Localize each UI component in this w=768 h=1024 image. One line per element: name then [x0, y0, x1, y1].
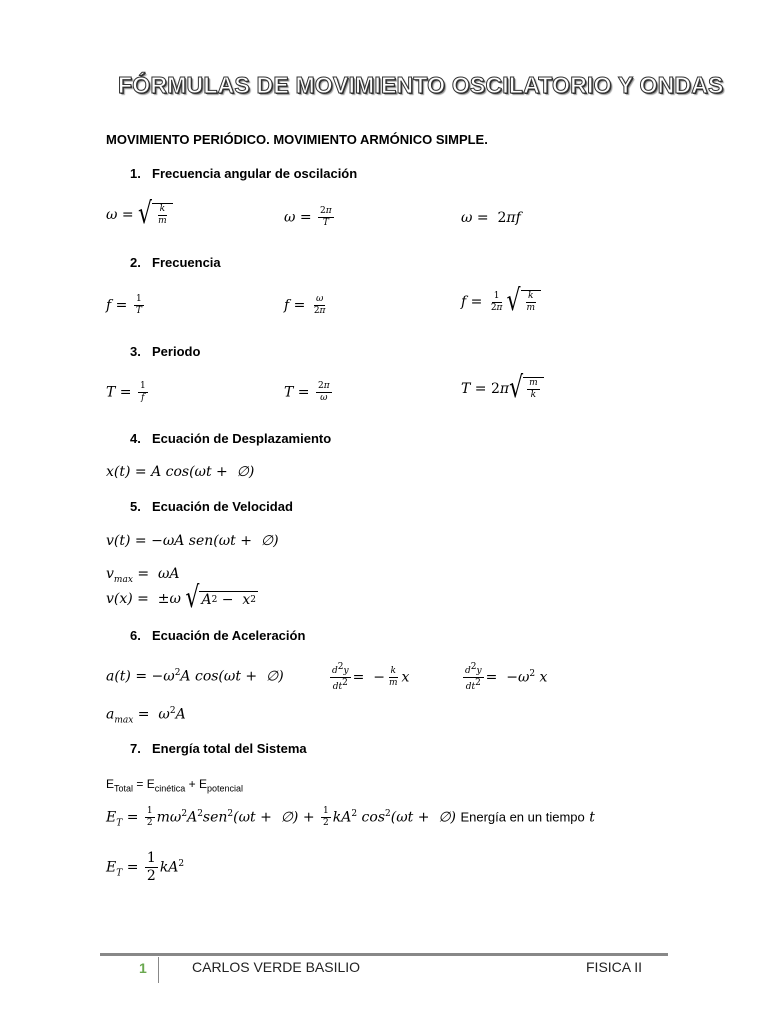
formula-omega-freq: ω = 2πf — [461, 210, 521, 226]
formula-d2y-k-m: $\frac{d^2y}{dt^2}$ = − $\frac{k}{m}$ x — [332, 662, 410, 692]
section-6-title — [130, 628, 305, 643]
section-label: Ecuación de Velocidad — [152, 499, 293, 514]
formula-acceleration: $a(t) = -\omega^2A$ cos(ωt + ∅) — [106, 668, 284, 685]
section-number: 1. — [130, 166, 141, 181]
section-label: Frecuencia — [152, 255, 221, 270]
section-7-title — [130, 741, 307, 756]
section-number: 3. — [130, 344, 141, 359]
formula-displacement: x(t) = A cos(ωt + ∅) — [106, 464, 255, 480]
energy-total-definition: $E_{Total} = E_{cinética} + E_{potencial}$ — [106, 777, 243, 794]
formula-energy-time: $E_T$ = $\frac{1}{2}$ $m\omega^2A^2sen^2(\omega t$ + ∅) + $\frac{1}{2}$ $kA^2$ $\cos^2(\omega t$ + ∅) Energía en un tiempo t — [106, 806, 595, 829]
formula-d2y-omega: $\frac{d^2y}{dt^2}$ = $-\omega^2$ x — [465, 662, 548, 692]
section-number: 4. — [130, 431, 141, 446]
section-number: 2. — [130, 255, 141, 270]
formula-T-sqrt: T = 2π √ $\frac{m}{k}$ — [461, 377, 544, 401]
formula-f-sqrt: f = $\frac{1}{2\pi}$ √ $\frac{k}{m}$ — [461, 290, 541, 314]
section-1-title — [130, 166, 357, 181]
section-number: 7. — [130, 741, 141, 756]
formula-amax: $a_{max} = \omega^2A$ — [106, 706, 186, 726]
formula-velocity-x: v(x) = ±ω √ A 2 − x 2 — [106, 581, 257, 616]
formula-f-inverse-period: f = $\frac{1}{T}$ — [106, 294, 142, 316]
section-number: 5. — [130, 499, 141, 514]
formula-omega-sqrt: ω = √ $\frac{k}{m}$ — [106, 203, 173, 227]
section-4-title — [130, 431, 331, 446]
formula-velocity: v(t) = −ωA sen(ωt + ∅) — [106, 533, 279, 549]
section-2-title — [130, 255, 221, 270]
page-number: 1 — [139, 960, 147, 976]
section-label: Ecuación de Desplazamiento — [152, 431, 332, 446]
subtitle-heading: MOVIMIENTO PERIÓDICO. MOVIMIENTO ARMÓNICO SIMPLE. — [106, 132, 488, 147]
footer-course: FISICA II — [586, 959, 643, 975]
section-label: Periodo — [152, 344, 201, 359]
section-number: 6. — [130, 628, 141, 643]
section-label: Ecuación de Aceleración — [152, 628, 306, 643]
formula-f-omega: f = $\frac{\omega}{2\pi}$ — [284, 294, 326, 316]
energy-note-variable: t — [589, 809, 595, 826]
section-label: Energía total del Sistema — [152, 741, 307, 756]
footer-author: CARLOS VERDE BASILIO — [192, 959, 361, 975]
footer-divider — [100, 953, 668, 956]
formula-T-inverse-f: T = $\frac{1}{f}$ — [106, 381, 146, 403]
footer-separator — [158, 957, 159, 983]
formula-T-omega: T = $\frac{2\pi}{\omega}$ — [284, 381, 330, 403]
formula-vmax: $v_{max} = \omega A$ — [106, 566, 180, 585]
page-title: FÓRMULAS DE MOVIMIENTO OSCILATORIO Y ONDAS — [118, 72, 724, 98]
energy-note: Energía en un tiempo — [460, 809, 585, 825]
formula-omega-period: ω = $\frac{2\pi}{T}$ — [284, 206, 332, 228]
section-3-title — [130, 344, 200, 359]
section-label: Frecuencia angular de oscilación — [152, 166, 358, 181]
section-5-title — [130, 499, 293, 514]
formula-energy-total: $E_T$ = $\frac{1}{2}$ $kA^2$ — [106, 850, 185, 884]
